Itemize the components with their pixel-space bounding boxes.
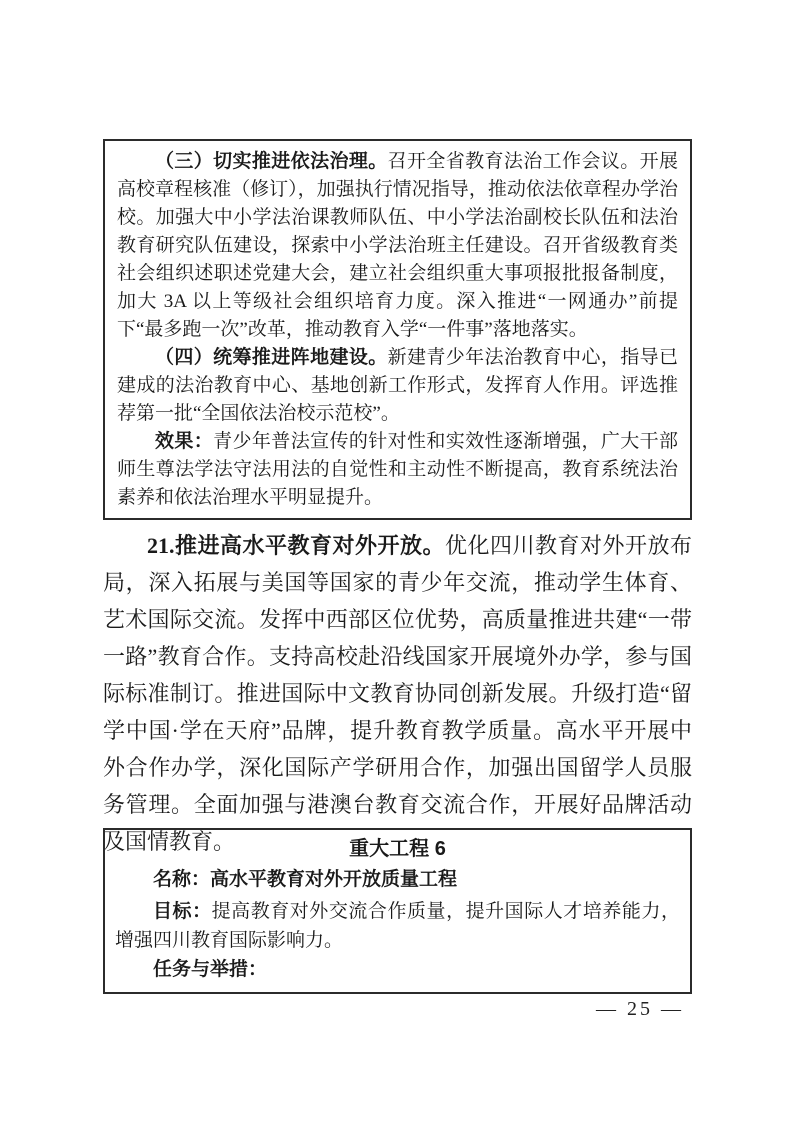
paragraph-heading: （四）统筹推进阵地建设。 [155, 347, 388, 368]
table-row-name [104, 863, 691, 892]
bordered-text-box [103, 139, 692, 520]
row-label: 名称： [153, 869, 211, 890]
name-row-text [115, 864, 457, 891]
item-21-body: 优化四川教育对外开放布局，深入拓展与美国等国家的青少年交流，推动学生体育、艺术国际交流。发挥中西部区位优势，高质量推进共建“一带一路”教育合作。支持高校赴沿线国家开展境外办学，参与国际标准制订。推进国际中文教育协同创新发展。升级打造“留学中国·学在天府”品牌，提升教育教学质量。高水平开展中外合作办学，深化国际产学研用合作，加强出国留学人员服务管理。全面加强与港澳台教育交流合作，开展好品牌活动及国情教育。 [103, 533, 692, 854]
paragraph-body: 新建青少年法治教育中心，指导已建成的法治教育中心、基地创新工作形式，发挥育人作用。评选推荐第一批“全国依法治校示范校”。 [117, 347, 678, 424]
paragraph-item-4 [117, 344, 678, 428]
item-21-heading: 21.推进高水平教育对外开放。 [147, 533, 445, 558]
goal-paragraph [115, 897, 680, 955]
paragraph-item-3 [117, 148, 678, 344]
paragraph-body: 召开全省教育法治工作会议。开展高校章程核准（修订），加强执行情况指导，推动依法依章程办学治校。加强大中小学法治课教师队伍、中小学法治副校长队伍和法治教育研究队伍建设，探索中小学法治班主任建设。召开省级教育类社会组织述职述党建大会，建立社会组织重大事项报批报备制度，加大 3A 以上等级社会组织培育力度。深入推进“一网通办”前提下“最多跑一次”改革，推动教育入学“一件事”落地落实。 [117, 151, 678, 340]
major-project-table [103, 828, 692, 994]
row-value: 高水平教育对外开放质量工程 [210, 869, 458, 890]
tasks-paragraph [115, 955, 680, 984]
row-label: 目标： [153, 901, 212, 922]
row-label: 任务与举措： [153, 959, 268, 980]
effect-label: 效果： [155, 431, 214, 452]
table-row-detail [104, 892, 691, 993]
paragraph-heading: （三）切实推进依法治理。 [155, 151, 388, 172]
page-number: — 25 — [596, 998, 684, 1020]
table-title-row [104, 829, 691, 863]
row-value: 提高教育对外交流合作质量，提升国际人才培养能力，增强四川教育国际影响力。 [115, 901, 680, 951]
paragraph-effect [117, 428, 678, 512]
item-21-paragraph [103, 527, 692, 860]
table-title: 重大工程 6 [349, 838, 446, 860]
paragraph-body: 青少年普法宣传的针对性和实效性逐渐增强，广大干部师生尊法学法守法用法的自觉性和主动性不断提高，教育系统法治素养和依法治理水平明显提升。 [117, 431, 678, 508]
